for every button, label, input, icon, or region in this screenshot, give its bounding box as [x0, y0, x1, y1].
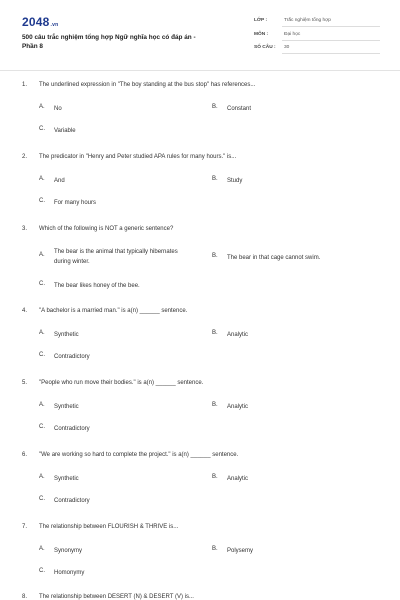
option-letter: A. [39, 176, 45, 182]
option-letter: C. [39, 352, 45, 358]
option-text: Synthetic [54, 332, 79, 338]
question-text: "People who run move their bodies." is a(n) ______ sentence. [39, 380, 204, 386]
document-title-line-1: 500 câu trắc nghiệm tổng hợp Ngữ nghĩa học có đáp án - [22, 34, 196, 41]
question-number: 6. [22, 452, 28, 458]
meta-count-underline [282, 53, 380, 54]
option-letter: B. [212, 330, 218, 336]
option-letter: C. [39, 198, 45, 204]
option-letter: A. [39, 104, 45, 110]
option-text: Study [227, 178, 243, 184]
meta-class-underline [282, 26, 380, 27]
option-text: Contradictory [54, 498, 90, 504]
question-number: 3. [22, 226, 28, 232]
document-title-line-2: Phần 8 [22, 43, 43, 50]
option-text: Analytic [227, 332, 249, 338]
meta-subject-value: Đại học [284, 32, 301, 37]
option-letter: B. [212, 104, 218, 110]
question-number: 7. [22, 524, 28, 530]
meta-subject-underline [282, 40, 380, 41]
question-text: Which of the following is NOT a generic sentence? [39, 226, 174, 232]
option-letter: B. [212, 253, 218, 259]
option-letter: B. [212, 546, 218, 552]
option-letter: A. [39, 330, 45, 336]
option-letter: B. [212, 474, 218, 480]
option-text: Variable [54, 128, 76, 134]
option-text: For many hours [54, 200, 97, 206]
option-letter: C. [39, 568, 45, 574]
meta-class-label: LỚP : [254, 18, 268, 23]
option-text: Contradictory [54, 426, 90, 432]
option-letter: A. [39, 402, 45, 408]
question-number: 8. [22, 594, 28, 600]
meta-class [254, 17, 380, 27]
option-text: Polysemy [227, 548, 254, 554]
meta-subject [254, 31, 380, 41]
meta-subject-label: MÔN : [254, 32, 269, 37]
option-letter: C. [39, 126, 45, 132]
option-text: Synonymy [54, 548, 83, 554]
header-divider [0, 70, 400, 71]
option-text: The bear likes honey of the bee. [54, 283, 140, 289]
option-text: Analytic [227, 404, 249, 410]
option-text: Constant [227, 106, 252, 112]
meta-count [254, 44, 380, 54]
document-header [0, 0, 400, 68]
question-text: The relationship between DESERT (N) & DESERT (V) is... [39, 594, 194, 600]
question-text: "We are working so hard to complete the project." is a(n) ______ sentence. [39, 452, 239, 458]
logo-suffix: .vn [50, 22, 59, 28]
meta-class-value: Trắc nghiệm tổng hợp [284, 18, 331, 23]
question-number: 4. [22, 308, 28, 314]
option-text: Synthetic [54, 404, 79, 410]
option-text: And [54, 178, 65, 184]
option-text: Synthetic [54, 476, 79, 482]
option-letter: A. [39, 474, 45, 480]
option-letter: B. [212, 402, 218, 408]
question-number: 2. [22, 154, 28, 160]
meta-count-label: SỐ CÂU : [254, 45, 276, 50]
option-text: The bear in that cage cannot swim. [227, 255, 321, 261]
option-letter: C. [39, 281, 45, 287]
option-text: The bear is the animal that typically hibernates during winter. [54, 249, 178, 265]
option-text: No [54, 106, 62, 112]
question-text: "A bachelor is a married man." is a(n) ______ sentence. [39, 308, 188, 314]
question-number: 1. [22, 82, 28, 88]
question-text: The predicator in "Henry and Peter studied APA rules for many hours." is... [39, 154, 237, 160]
logo-main: 2048 [22, 15, 50, 29]
meta-count-value: 30 [284, 45, 290, 50]
option-letter: A. [39, 546, 45, 552]
document-title [22, 33, 237, 51]
option-letter: C. [39, 496, 45, 502]
option-text: Contradictory [54, 354, 90, 360]
option-letter: C. [39, 424, 45, 430]
option-text: Homonymy [54, 570, 85, 576]
site-logo[interactable] [22, 15, 58, 29]
option-text: Analytic [227, 476, 249, 482]
question-text: The relationship between FLOURISH & THRIVE is... [39, 524, 179, 530]
question-number: 5. [22, 380, 28, 386]
question-text: The underlined expression in "The boy standing at the bus stop" has references... [39, 82, 256, 88]
option-letter: B. [212, 176, 218, 182]
option-letter: A. [39, 252, 45, 258]
